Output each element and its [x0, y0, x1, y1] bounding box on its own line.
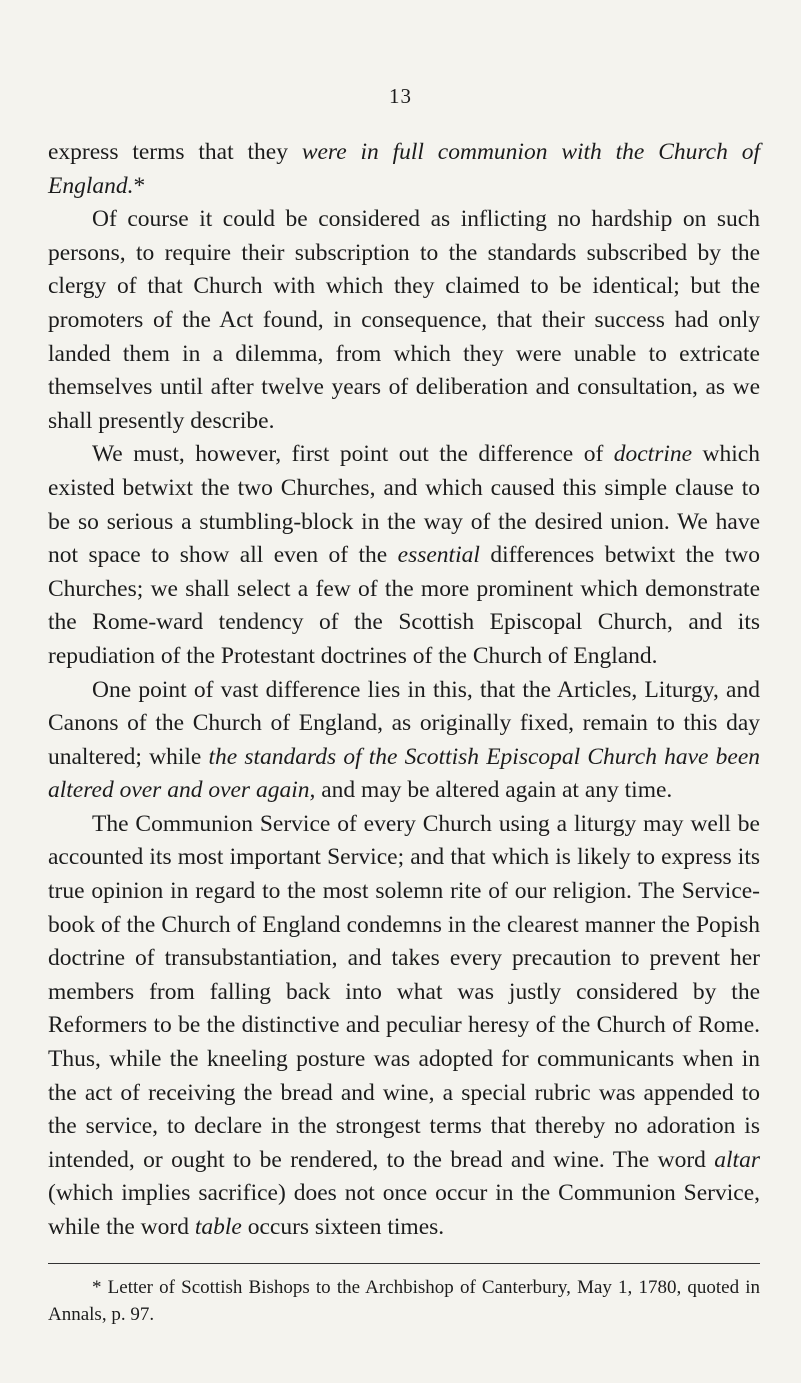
paragraph-4-text-b: and may be altered again at any time.: [315, 777, 673, 804]
paragraph-4-italic: the standards of the Scottish Episcopal Church have been altered over and over again,: [48, 743, 761, 804]
footnote-divider: [48, 1263, 760, 1264]
paragraph-3: [48, 438, 760, 673]
paragraph-3-text-a: We must, however, first point out the difference of: [92, 441, 614, 468]
paragraph-1-text: express terms that they: [48, 139, 302, 165]
paragraph-3-italic-doctrine: doctrine: [613, 441, 693, 468]
paragraph-3-text-c: differences betwixt the two Churches; we shall select a few of the more prominent which demonstrate the Rome-ward tendency of the Scottish Episcopal Church, and its repudiation of the Protestant doctrines of the Church of England.: [48, 542, 761, 669]
paragraph-5-text-b: (which implies sacrifice) does not once occur in the Communion Service, while the word: [48, 1180, 760, 1240]
page-number: 13: [389, 84, 412, 108]
paragraph-5: [48, 808, 760, 1245]
paragraph-5-text-c: occurs sixteen times.: [241, 1214, 445, 1240]
paragraph-3-italic-essential: essential: [397, 542, 480, 569]
paragraph-5-italic-table: table: [194, 1214, 242, 1240]
paragraph-3-text-b: which existed betwixt the two Churches, and which caused this simple clause to be so serious a stumbling-block in the way of the desired union. We have not space to show all even of the: [48, 441, 760, 569]
body-text: [48, 136, 760, 1245]
paragraph-5-text-a: The Communion Service of every Church using a liturgy may well be accounted its most important Service; and that which is likely to express its true opinion in regard to the most solemn rite of our religion. The Service-book of the Church of England condemns in the clearest manner the Popish doctrine of transubstantiation, and takes every precaution to prevent her members from falling back into what was justly considered by the Reformers to be the distinctive and peculiar heresy of the Church of Rome. Thus, while the kneeling posture was adopted for communicants when in the act of receiving the bread and wine, a special rubric was appended to the service, to declare in the strongest terms that thereby no adoration is intended, or ought to be rendered, to the bread and wine. The word: [48, 810, 760, 1173]
footnote-marker: *: [133, 172, 146, 199]
paragraph-4: [48, 674, 760, 808]
paragraph-2: [48, 203, 760, 438]
footnote: * Letter of Scottish Bishops to the Archbishop of Canterbury, May 1, 1780, quoted in Annals, p. 97.: [48, 1277, 760, 1325]
paragraph-2-text: Of course it could be considered as inflicting no hardship on such persons, to require their subscription to the standards subscribed by the clergy of that Church with which they claimed to be identical; but the promoters of the Act found, in consequence, that their success had only landed them in a dilemma, from which they were unable to extricate themselves until after twelve years of deliberation and consultation, as we shall presently describe.: [48, 206, 760, 434]
paragraph-4-text-a: One point of vast difference lies in this, that the Articles, Liturgy, and Canons of the Church of England, as originally fixed, remain to this day unaltered; while: [48, 676, 760, 770]
paragraph-1: [48, 136, 760, 203]
paragraph-5-italic-altar: altar: [714, 1146, 760, 1173]
paragraph-1-italic: were in full communion with the Church of England.: [48, 139, 760, 199]
